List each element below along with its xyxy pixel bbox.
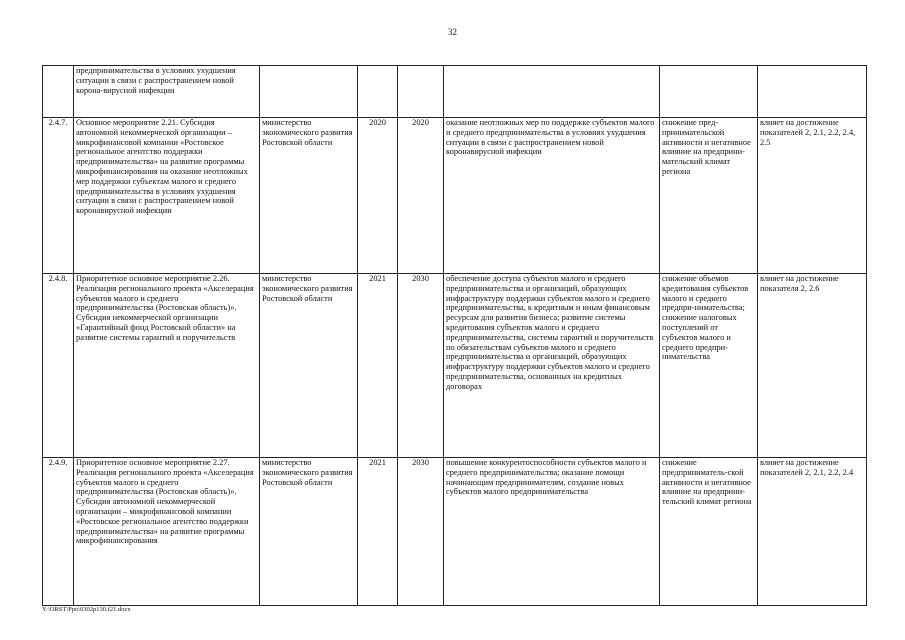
row-number: 2.4.9. (43, 458, 74, 606)
result-cell: обеспечение доступа субъектов малого и среднего предпринимательства и организаций, образующих инфраструктуру поддержки субъектов малого и среднего предпринимательства, к кредитным и иным финансовым ресурсам для развития бизнеса; развитие системы кредитования субъектов малого и среднего предпринимательства, системы гарантий и поручительств по обязательствам субъектов малого и среднего предпринимательства и организаций, образующих инфраструктуру поддержки субъектов малого и среднего предпринимательства, основанных на кредитных договорах (444, 274, 660, 458)
indicators-cell: влияет на достижение показателя 2, 2.6 (758, 274, 867, 458)
table-row (43, 118, 867, 274)
start-year-cell: 2021 (358, 274, 398, 458)
indicators-cell: влияет на достижение показателей 2, 2.1, 2.2, 2.4 (758, 458, 867, 606)
end-year-cell: 2020 (398, 118, 444, 274)
executor-cell: министерство экономического развития Ростовской области (260, 274, 358, 458)
table-row (43, 458, 867, 606)
indicators-cell (758, 66, 867, 118)
row-number: 2.4.8. (43, 274, 74, 458)
consequences-cell (660, 66, 758, 118)
event-cell: Приоритетное основное мероприятие 2.27. Реализация регионального проекта «Акселерация субъектов малого и среднего предпринимательства (Ростовская область)». Субсидия автономной некоммерческой организации – микрофинансовой компании «Ростовское региональное агентство поддержки предпринимательства» на развитие программы микрофинансирования (74, 458, 260, 606)
start-year-cell: 2021 (358, 458, 398, 606)
end-year-cell (398, 66, 444, 118)
executor-cell: министерство экономического развития Ростовской области (260, 458, 358, 606)
executor-cell (260, 66, 358, 118)
consequences-cell: снижение пред-принимательской активности и негативное влияние на предприни-мательский климат региона (660, 118, 758, 274)
row-number: 2.4.7. (43, 118, 74, 274)
end-year-cell: 2030 (398, 458, 444, 606)
footer-file-path: Y:\ORST\Ppo\0302p130.f21.docx (42, 606, 131, 613)
result-cell: оказание неотложных мер по поддержке субъектов малого и среднего предпринимательства в условиях ухудшения ситуации в связи с распространением новой коронавирусной инфекции (444, 118, 660, 274)
result-cell: повышение конкурентоспособности субъектов малого и среднего предпринимательства; оказание помощи начинающим предпринимателям, создание новых субъектов малого предпринимательства (444, 458, 660, 606)
program-events-table (42, 65, 867, 606)
executor-cell: министерство экономического развития Ростовской области (260, 118, 358, 274)
table-row (43, 66, 867, 118)
end-year-cell: 2030 (398, 274, 444, 458)
page-number: 32 (448, 27, 457, 37)
result-cell (444, 66, 660, 118)
event-cell: Приоритетное основное мероприятие 2.26. Реализация регионального проекта «Акселерация субъектов малого и среднего предпринимательства (Ростовская область)». Субсидия некоммерческой организации «Гарантийный фонд Ростовской области» на развитие системы гарантий и поручительств (74, 274, 260, 458)
indicators-cell: влияет на достижение показателей 2, 2.1, 2.2, 2.4, 2.5 (758, 118, 867, 274)
consequences-cell: снижение объемов кредитования субъектов малого и среднего предпри-нимательства; снижение налоговых поступлений от субъектов малого и среднего предпри-нимательства (660, 274, 758, 458)
row-number (43, 66, 74, 118)
event-cell: Основное мероприятие 2.21. Субсидия автономной некоммерческой организации – микрофинансовой компании «Ростовское региональное агентство поддержки предпринимательства» на развитие программы микрофинансирования на оказание неотложных мер поддержки субъектам малого и среднего предпринимательства в условиях ухудшения ситуации в связи с распространением новой коронавирусной инфекции (74, 118, 260, 274)
event-cell: предпринимательства в условиях ухудшения ситуации в связи с распространением новой корона-вирусной инфекции (74, 66, 260, 118)
consequences-cell: снижение предприниматель-ской активности и негативное влияние на предприни-тельский климат региона (660, 458, 758, 606)
start-year-cell: 2020 (358, 118, 398, 274)
start-year-cell (358, 66, 398, 118)
table-row (43, 274, 867, 458)
